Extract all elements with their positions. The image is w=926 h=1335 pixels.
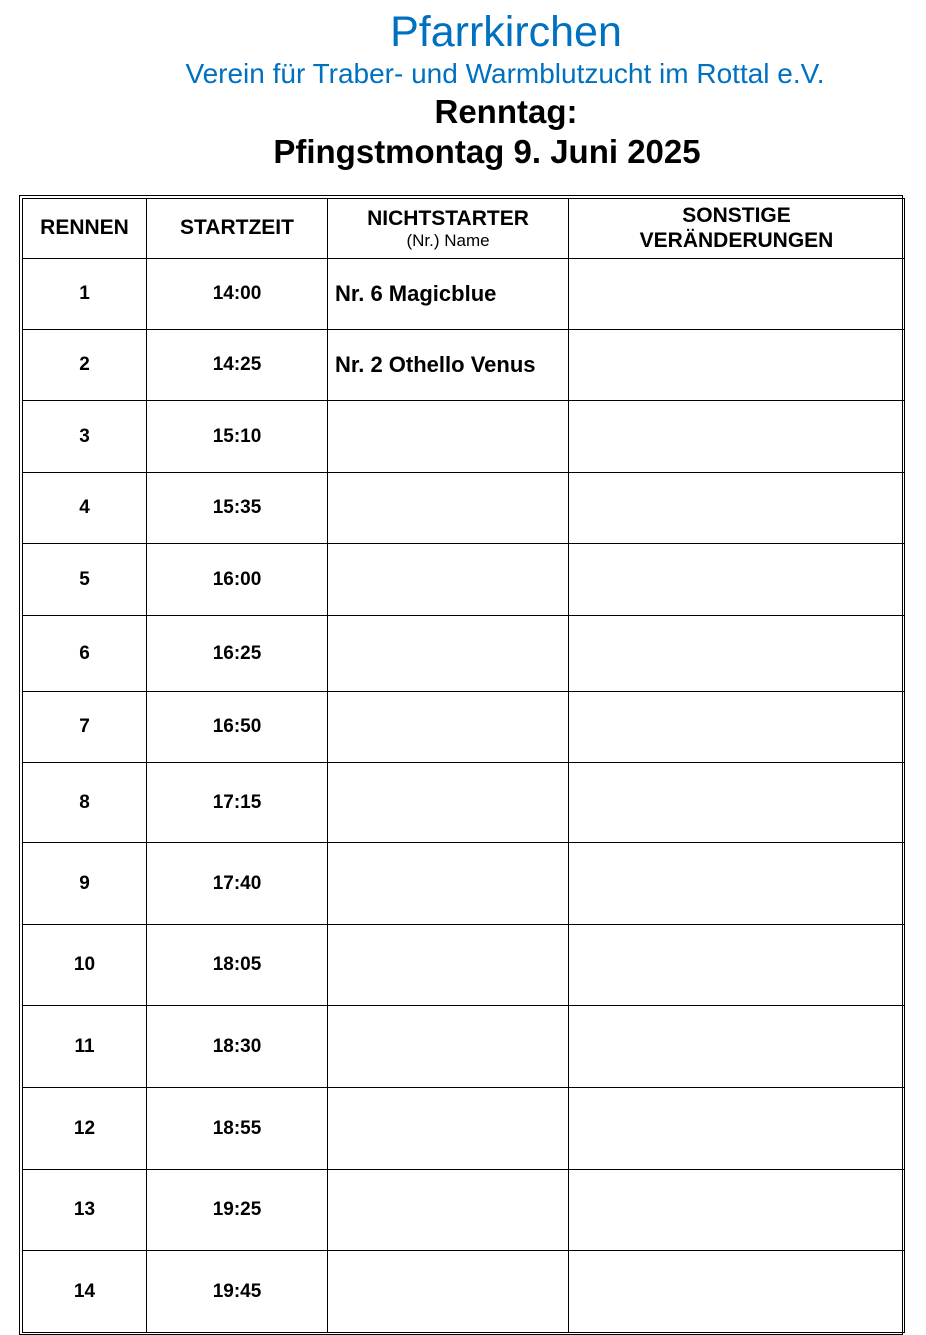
table-row [23,1006,905,1088]
non-starter-cell [328,1006,569,1088]
race-number-cell: 2 [23,330,147,401]
race-number-cell: 3 [23,401,147,473]
other-changes-cell [569,1088,905,1170]
table-row [23,473,905,544]
table-row [23,1170,905,1251]
non-starter-cell [328,544,569,616]
table-row [23,259,905,330]
event-date: Pfingstmontag 9. Juni 2025 [273,133,701,170]
race-number-cell: 6 [23,616,147,692]
non-starter-cell [328,1088,569,1170]
column-header-start-time: STARTZEIT [147,199,328,259]
race-number-cell: 9 [23,843,147,925]
start-time-cell: 18:05 [147,925,328,1006]
table-row [23,692,905,763]
column-header-other-changes-line2: VERÄNDERUNGEN [639,228,834,252]
race-number-cell: 5 [23,544,147,616]
race-number-cell: 1 [23,259,147,330]
table-row [23,843,905,925]
other-changes-cell [569,763,905,843]
start-time-cell: 14:25 [147,330,328,401]
other-changes-cell [569,1170,905,1251]
race-number-cell: 10 [23,925,147,1006]
other-changes-cell [569,843,905,925]
column-header-non-starters [328,199,569,259]
non-starter-cell [328,692,569,763]
race-number-cell: 8 [23,763,147,843]
other-changes-cell [569,692,905,763]
table-header-row [23,199,905,259]
start-time-cell: 18:30 [147,1006,328,1088]
table-row [23,616,905,692]
other-changes-cell [569,1251,905,1333]
column-header-other-changes-line1: SONSTIGE [682,204,791,228]
non-starter-cell [328,401,569,473]
race-number-cell: 11 [23,1006,147,1088]
non-starter-cell [328,925,569,1006]
document-header [0,0,926,190]
location-title: Pfarrkirchen [390,8,622,56]
non-starter-cell [328,843,569,925]
column-header-non-starters-title: NICHTSTARTER [367,206,529,230]
non-starter-cell [328,763,569,843]
other-changes-cell [569,330,905,401]
non-starter-cell [328,1251,569,1333]
non-starter-cell [328,1170,569,1251]
race-number-cell: 13 [23,1170,147,1251]
table-row [23,401,905,473]
column-header-race: RENNEN [23,199,147,259]
race-number-cell: 4 [23,473,147,544]
table-row [23,1088,905,1170]
start-time-cell: 17:40 [147,843,328,925]
table-row [23,925,905,1006]
race-table-frame [19,195,903,1335]
table-row [23,544,905,616]
other-changes-cell [569,544,905,616]
other-changes-cell [569,259,905,330]
table-row [23,1251,905,1333]
start-time-cell: 16:00 [147,544,328,616]
event-label: Renntag: [434,93,578,130]
table-row [23,763,905,843]
race-rows [23,259,905,1333]
other-changes-cell [569,401,905,473]
other-changes-cell [569,473,905,544]
start-time-cell: 16:25 [147,616,328,692]
race-number-cell: 7 [23,692,147,763]
start-time-cell: 18:55 [147,1088,328,1170]
race-number-cell: 12 [23,1088,147,1170]
table-row [23,330,905,401]
start-time-cell: 14:00 [147,259,328,330]
other-changes-cell [569,616,905,692]
start-time-cell: 19:45 [147,1251,328,1333]
non-starter-cell: Nr. 6 Magicblue [328,259,569,330]
race-number-cell: 14 [23,1251,147,1333]
race-table [22,198,905,1333]
start-time-cell: 16:50 [147,692,328,763]
column-header-other-changes [569,199,905,259]
start-time-cell: 19:25 [147,1170,328,1251]
non-starter-cell: Nr. 2 Othello Venus [328,330,569,401]
other-changes-cell [569,1006,905,1088]
start-time-cell: 15:35 [147,473,328,544]
start-time-cell: 15:10 [147,401,328,473]
start-time-cell: 17:15 [147,763,328,843]
other-changes-cell [569,925,905,1006]
column-header-non-starters-subtitle: (Nr.) Name [406,230,490,250]
organization-name: Verein für Traber- und Warmblutzucht im Rottal e.V. [185,58,825,89]
non-starter-cell [328,473,569,544]
non-starter-cell [328,616,569,692]
